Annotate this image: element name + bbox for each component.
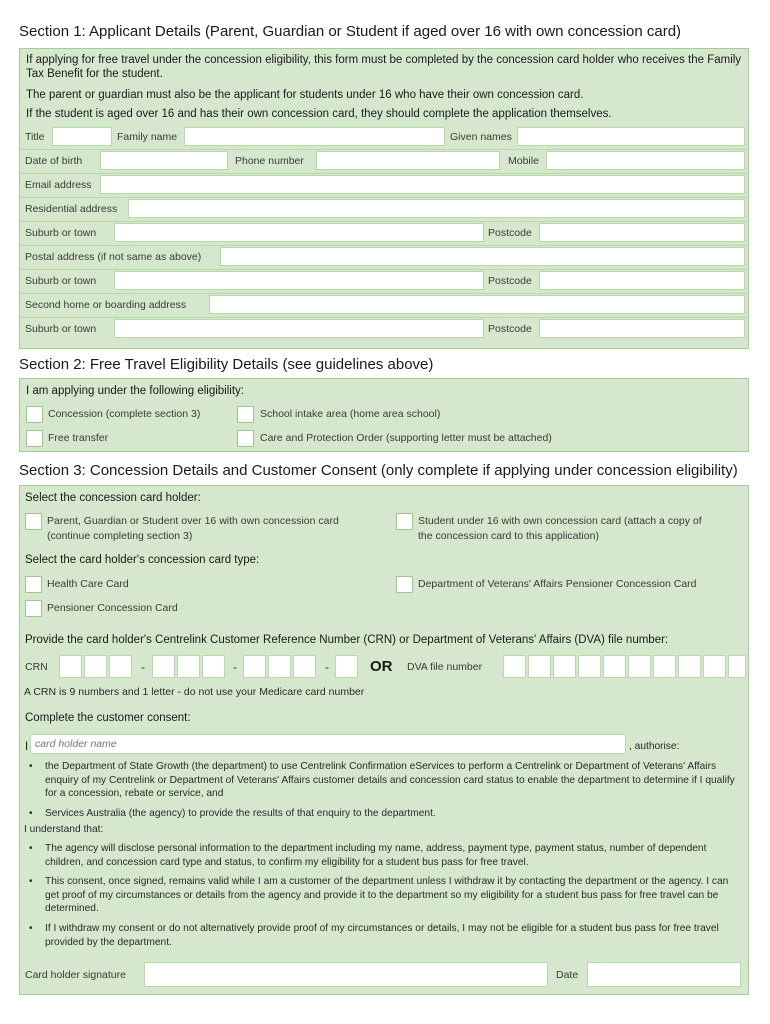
care-protection-checkbox[interactable]: [237, 430, 254, 447]
dva-digit[interactable]: [553, 655, 576, 678]
dva-card-option: Department of Veterans' Affairs Pensioner Concession Card: [418, 578, 697, 590]
mobile-field[interactable]: [546, 151, 745, 170]
name-row: [20, 125, 748, 150]
suburb-label: Suburb or town: [25, 275, 97, 287]
consent-bullet: • Services Australia (the agency) to provide the results of that enquiry to the department.: [45, 807, 740, 821]
signature-label: Card holder signature: [25, 969, 126, 981]
crn-digit[interactable]: [152, 655, 175, 678]
crn-digit[interactable]: [59, 655, 82, 678]
crn-prompt: Provide the card holder's Centrelink Customer Reference Number (CRN) or Department of Veterans' Affairs (DVA) file number:: [25, 634, 669, 646]
crn-letter[interactable]: [335, 655, 358, 678]
residential-field[interactable]: [128, 199, 745, 218]
consent-i: I: [25, 741, 29, 753]
date-field[interactable]: [587, 962, 741, 987]
postcode-label: Postcode: [488, 275, 532, 287]
residential-label: Residential address: [25, 203, 118, 215]
dva-digit[interactable]: [503, 655, 526, 678]
family-name-field[interactable]: [184, 127, 445, 146]
understand-bullet: • The agency will disclose personal information to the department including my name, address, payment type, payment status, number of dependent children, and concession card type and status, to confirm my eligibility for a student bus pass for free travel.: [45, 842, 740, 869]
eligibility-prompt: I am applying under the following eligibility:: [26, 385, 244, 397]
understand-text: I understand that:: [24, 824, 104, 835]
dva-digit[interactable]: [703, 655, 726, 678]
dva-digit[interactable]: [578, 655, 601, 678]
signature-field[interactable]: [144, 962, 548, 987]
suburb-label: Suburb or town: [25, 227, 97, 239]
second-home-row: [20, 293, 748, 318]
holder-prompt: Select the concession card holder:: [25, 492, 201, 504]
suburb-row-3: [20, 317, 748, 341]
suburb-field-1[interactable]: [114, 223, 484, 242]
holder-student-option: Student under 16 with own concession card (attach a copy of the concession card to this application): [418, 515, 702, 542]
suburb-label: Suburb or town: [25, 323, 97, 335]
postcode-label: Postcode: [488, 227, 532, 239]
postcode-field-3[interactable]: [539, 319, 745, 338]
dva-digit[interactable]: [653, 655, 676, 678]
postal-label: Postal address (if not same as above): [25, 251, 202, 263]
dva-card-checkbox[interactable]: [396, 576, 413, 593]
phone-field[interactable]: [316, 151, 500, 170]
given-names-label: Given names: [450, 131, 512, 143]
residential-row: [20, 197, 748, 222]
section1-intro-1: If applying for free travel under the concession eligibility, this form must be completed by the concession card holder who receives the Family Tax Benefit for the student.: [26, 54, 742, 80]
family-name-label: Family name: [117, 131, 178, 143]
crn-digit[interactable]: [109, 655, 132, 678]
pensioner-checkbox[interactable]: [25, 600, 42, 617]
title-label: Title: [25, 131, 45, 143]
dva-label: DVA file number: [407, 661, 483, 673]
date-label: Date: [556, 969, 579, 981]
type-prompt: Select the card holder's concession card type:: [25, 554, 260, 566]
crn-separator: -: [141, 660, 145, 674]
care-protection-option: Care and Protection Order (supporting letter must be attached): [260, 432, 552, 444]
holder-student-checkbox[interactable]: [396, 513, 413, 530]
email-row: [20, 173, 748, 198]
crn-digit[interactable]: [243, 655, 266, 678]
dob-field[interactable]: [100, 151, 228, 170]
dva-digit[interactable]: [603, 655, 626, 678]
email-field[interactable]: [100, 175, 745, 194]
postcode-field-2[interactable]: [539, 271, 745, 290]
section1-intro-3: If the student is aged over 16 and has their own concession card, they should complete the application themselves.: [26, 108, 612, 120]
section1-panel: [19, 48, 749, 349]
school-intake-checkbox[interactable]: [237, 406, 254, 423]
postcode-label: Postcode: [488, 323, 532, 335]
pensioner-option: Pensioner Concession Card: [47, 602, 178, 614]
dva-digit[interactable]: [628, 655, 651, 678]
suburb-row-2: [20, 269, 748, 294]
suburb-row-1: [20, 221, 748, 246]
dob-label: Date of birth: [25, 155, 83, 167]
concession-option: Concession (complete section 3): [48, 408, 201, 420]
suburb-field-2[interactable]: [114, 271, 484, 290]
understand-bullet: • If I withdraw my consent or do not alternatively provide proof of my circumstances or details, I may not be eligible for a student bus pass for free travel provided by the department.: [45, 922, 740, 949]
crn-note: A CRN is 9 numbers and 1 letter - do not use your Medicare card number: [24, 686, 365, 698]
crn-separator: -: [233, 660, 237, 674]
second-home-label: Second home or boarding address: [25, 299, 187, 311]
dva-digit[interactable]: [728, 655, 746, 678]
phone-label: Phone number: [235, 155, 304, 167]
section2-title: Section 2: Free Travel Eligibility Details (see guidelines above): [19, 356, 434, 373]
given-names-field[interactable]: [517, 127, 745, 146]
consent-prompt: Complete the customer consent:: [25, 712, 191, 724]
consent-bullet: • the Department of State Growth (the department) to use Centrelink Confirmation eServices to perform a Centrelink or Department of Veterans' Affairs enquiry of my Centrelink or Department of Veterans' Affairs customer details and concession card status to enable the department to determine if I qualify for a concession, rebate or service, and: [45, 760, 740, 801]
postal-field[interactable]: [220, 247, 745, 266]
free-transfer-option: Free transfer: [48, 432, 109, 444]
concession-checkbox[interactable]: [26, 406, 43, 423]
section1-title: Section 1: Applicant Details (Parent, Guardian or Student if aged over 16 with own concession card): [19, 23, 682, 40]
section1-intro-2: The parent or guardian must also be the applicant for students under 16 who have their own concession card.: [26, 89, 584, 101]
mobile-label: Mobile: [508, 155, 539, 167]
postal-row: [20, 245, 748, 270]
crn-label: CRN: [25, 661, 48, 673]
crn-digit[interactable]: [202, 655, 225, 678]
email-label: Email address: [25, 179, 92, 191]
or-label: OR: [370, 658, 393, 675]
school-intake-option: School intake area (home area school): [260, 408, 441, 420]
postcode-field-1[interactable]: [539, 223, 745, 242]
holder-parent-checkbox[interactable]: [25, 513, 42, 530]
dva-digit[interactable]: [678, 655, 701, 678]
section3-title: Section 3: Concession Details and Customer Consent (only complete if applying under concession eligibility): [19, 462, 738, 479]
section2-panel: [19, 378, 749, 452]
dva-digit[interactable]: [528, 655, 551, 678]
crn-digit[interactable]: [84, 655, 107, 678]
understand-bullet: • This consent, once signed, remains valid while I am a customer of the department unless I withdraw it by contacting the department or the agency. I can get proof of my circumstances or details from the agency and provide it to the department so my eligibility for a student bus pass for free travel can be determined.: [45, 875, 740, 916]
free-transfer-checkbox[interactable]: [26, 430, 43, 447]
health-care-checkbox[interactable]: [25, 576, 42, 593]
suburb-field-3[interactable]: [114, 319, 484, 338]
crn-digit[interactable]: [177, 655, 200, 678]
title-field[interactable]: [52, 127, 112, 146]
holder-parent-option: Parent, Guardian or Student over 16 with own concession card (continue completing section 3): [47, 515, 339, 542]
card-holder-name-input[interactable]: [30, 734, 626, 754]
dob-row: [20, 149, 748, 174]
health-care-option: Health Care Card: [47, 578, 129, 590]
crn-digit[interactable]: [293, 655, 316, 678]
crn-digit[interactable]: [268, 655, 291, 678]
authorise-text: , authorise:: [629, 741, 680, 752]
second-home-field[interactable]: [209, 295, 745, 314]
crn-separator: -: [325, 660, 329, 674]
